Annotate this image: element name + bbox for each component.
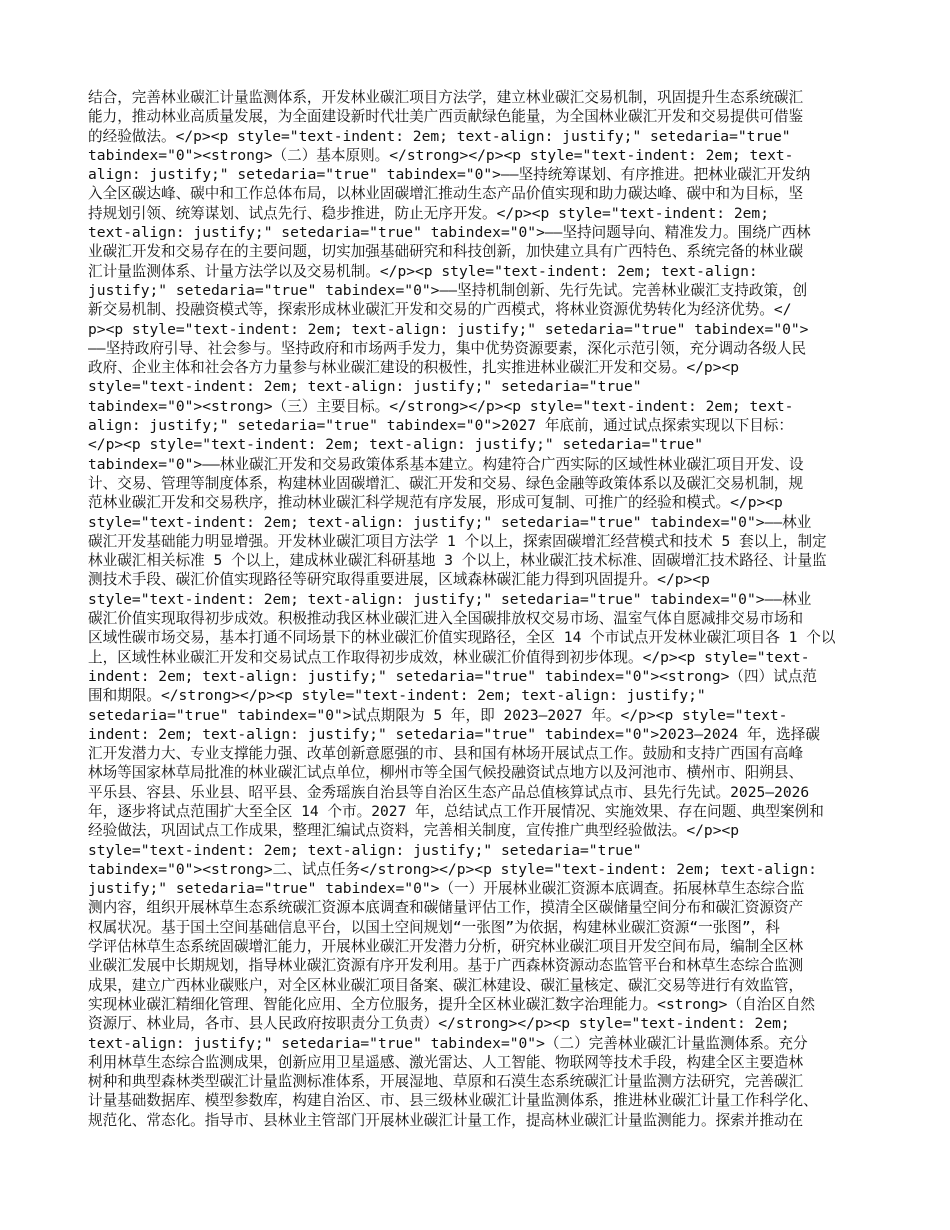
text-line: 平乐县、容县、乐业县、昭平县、金秀瑶族自治县等自治区生态产品总值核算试点市、县先行先试。2025—2026 bbox=[88, 783, 810, 801]
text-line: 上，区域性林业碳汇开发和交易试点工作取得初步成效，林业碳汇价值得到初步体现。</p><p style="text- bbox=[88, 648, 810, 666]
text-line: 持规划引领、统筹谋划、试点先行、稳步推进，防止无序开发。</p><p style="text-indent: 2em; bbox=[88, 204, 769, 222]
text-line: 权属状况。基于国土空间基础信息平台，以国土空间规划“一张图”为依据，构建林业碳汇资源“一张图”，科 bbox=[88, 918, 780, 936]
text-line: 成果，建立广西林业碳账户，对全区林业碳汇项目备案、碳汇林建设、碳汇量核定、碳汇交易等进行有效监管， bbox=[88, 976, 804, 994]
text-line: text-align: justify;" setedaria="true" tabindex="0">——坚持问题导向、精准发力。围绕广西林 bbox=[88, 224, 811, 242]
text-line: 的经验做法。</p><p style="text-indent: 2em; text-align: justify;" setedaria="true" bbox=[88, 127, 791, 145]
document-body bbox=[88, 88, 862, 1130]
text-line: 林场等国家林草局批准的林业碳汇试点单位，柳州市等全国气候投融资试点地方以及河池市、横州市、阳朔县、 bbox=[88, 764, 804, 782]
text-line: 学评估林草生态系统固碳增汇能力，开展林业碳汇开发潜力分析，研究林业碳汇项目开发空间布局，编制全区林 bbox=[88, 938, 804, 956]
text-line: 新交易机制、投融资模式等，探索形成林业碳汇开发和交易的广西模式，将林业资源优势转化为经济优势。</ bbox=[88, 301, 792, 319]
text-line: align: justify;" setedaria="true" tabindex="0">2027 年底前，通过试点探索实现以下目标： bbox=[88, 417, 793, 435]
text-line: tabindex="0">——林业碳汇开发和交易政策体系基本建立。构建符合广西实际的区域性林业碳汇项目开发、设 bbox=[88, 455, 804, 473]
text-line: tabindex="0"><strong>（二）基本原则。</strong></p><p style="text-indent: 2em; text- bbox=[88, 146, 794, 164]
text-line: 入全区碳达峰、碳中和工作总体布局，以林业固碳增汇推动生态产品价值实现和助力碳达峰、碳中和为目标，坚 bbox=[88, 185, 804, 203]
text-line: 范林业碳汇开发和交易秩序，推动林业碳汇科学规范有序发展，形成可复制、可推广的经验和模式。</p><p bbox=[88, 494, 783, 512]
text-line: indent: 2em; text-align: justify;" setedaria="true" tabindex="0">2023—2024 年，选择碳 bbox=[88, 725, 820, 743]
text-line: 碳汇开发基础能力明显增强。开发林业碳汇项目方法学 1 个以上，探索固碳增汇经营模式和技术 5 套以上，制定 bbox=[88, 532, 827, 550]
text-line: 区域性碳市场交易，基本打通不同场景下的林业碳汇价值实现路径，全区 14 个市试点开发林业碳汇项目各 1 个以 bbox=[88, 629, 836, 647]
text-line: 业碳汇开发和交易存在的主要问题，切实加强基础研究和科技创新，加快建立具有广西特色、系统完备的林业碳 bbox=[88, 243, 804, 261]
text-line: 资源厅、林业局，各市、县人民政府按职责分工负责）</strong></p><p style="text-indent: 2em; bbox=[88, 1015, 790, 1033]
text-line: 汇计量监测体系、计量方法学以及交易机制。</p><p style="text-indent: 2em; text-align: bbox=[88, 262, 758, 280]
text-line: 利用林草生态综合监测成果，创新应用卫星遥感、激光雷达、人工智能、物联网等技术手段，构建全区主要造林 bbox=[88, 1053, 804, 1071]
text-line: align: justify;" setedaria="true" tabindex="0">——坚持统筹谋划、有序推进。把林业碳汇开发纳 bbox=[88, 166, 811, 184]
text-line: 计量基础数据库、模型参数库，构建自治区、市、县三级林业碳汇计量监测体系，推进林业碳汇计量工作科学化、 bbox=[88, 1092, 818, 1110]
text-line: tabindex="0"><strong>二、试点任务</strong></p><p style="text-indent: 2em; text-align: bbox=[88, 860, 817, 878]
text-line: 围和期限。</strong></p><p style="text-indent: 2em; text-align: justify;" bbox=[88, 687, 706, 705]
text-line: style="text-indent: 2em; text-align: justify;" setedaria="true" tabindex="0">——林业 bbox=[88, 590, 812, 608]
text-line: 年，逐步将试点范围扩大至全区 14 个市。2027 年，总结试点工作开展情况、实施效果、存在问题、典型案例和 bbox=[88, 802, 824, 820]
text-line: setedaria="true" tabindex="0">试点期限为 5 年，即 2023—2027 年。</p><p style="text- bbox=[88, 706, 788, 724]
text-line: 林业碳汇相关标准 5 个以上，建成林业碳汇科研基地 3 个以上，林业碳汇技术标准、固碳增汇技术路径、计量监 bbox=[88, 552, 827, 570]
text-line: style="text-indent: 2em; text-align: justify;" setedaria="true" tabindex="0">——林业 bbox=[88, 513, 812, 531]
text-line: 碳汇价值实现取得初步成效。积极推动我区林业碳汇进入全国碳排放权交易市场、温室气体自愿减排交易市场和 bbox=[88, 610, 804, 628]
text-line: p><p style="text-indent: 2em; text-align: justify;" setedaria="true" tabindex="0"> bbox=[88, 320, 809, 338]
text-line: 规范化、常态化。指导市、县林业主管部门开展林业碳汇计量工作，提高林业碳汇计量监测能力。探索并推动在 bbox=[88, 1111, 804, 1129]
text-line: 业碳汇发展中长期规划，指导林业碳汇资源有序开发利用。基于广西森林资源动态监管平台和林草生态综合监测 bbox=[88, 957, 804, 975]
text-line: 结合，完善林业碳汇计量监测体系，开发林业碳汇项目方法学，建立林业碳汇交易机制，巩固提升生态系统碳汇 bbox=[88, 89, 804, 106]
text-line: 政府、企业主体和社会各方力量参与林业碳汇建设的积极性，扎实推进林业碳汇开发和交易。</p><p bbox=[88, 359, 740, 377]
text-line: indent: 2em; text-align: justify;" setedaria="true" tabindex="0"><strong>（四）试点范 bbox=[88, 667, 817, 685]
text-line: ——坚持政府引导、社会参与。坚持政府和市场两手发力，集中优势资源要素，深化示范引领，充分调动各级人民 bbox=[88, 339, 807, 357]
text-line: style="text-indent: 2em; text-align: justify;" setedaria="true" bbox=[88, 841, 642, 859]
text-line: 经验做法，巩固试点工作成果，整理汇编试点资料，完善相关制度，宣传推广典型经验做法。</p><p bbox=[88, 822, 740, 840]
text-line: 实现林业碳汇精细化管理、智能化应用、全方位服务，提升全区林业碳汇数字治理能力。<strong>（自治区自然 bbox=[88, 995, 816, 1013]
text-line: justify;" setedaria="true" tabindex="0">——坚持机制创新、先行先试。完善林业碳汇支持政策，创 bbox=[88, 281, 808, 299]
text-line: 能力，推动林业高质量发展，为全面建设新时代壮美广西贡献绿色能量，为全国林业碳汇开发和交易提供可借鉴 bbox=[88, 108, 804, 126]
text-line: 测技术手段、碳汇价值实现路径等研究取得重要进展，区域森林碳汇能力得到巩固提升。</p><p bbox=[88, 571, 710, 589]
text-line: 计、交易、管理等制度体系，构建林业固碳增汇、碳汇开发和交易、绿色金融等政策体系以及碳汇交易机制，规 bbox=[88, 474, 804, 492]
text-line: style="text-indent: 2em; text-align: justify;" setedaria="true" bbox=[88, 378, 642, 396]
text-line: text-align: justify;" setedaria="true" tabindex="0">（二）完善林业碳汇计量监测体系。充分 bbox=[88, 1034, 808, 1052]
text-line: 汇开发潜力大、专业支撑能力强、改革创新意愿强的市、县和国有林场开展试点工作。鼓励和支持广西国有高峰 bbox=[88, 745, 804, 763]
text-line: </p><p style="text-indent: 2em; text-align: justify;" setedaria="true" bbox=[88, 436, 704, 454]
text-line: 树种和典型森林类型碳汇计量监测标准体系，开展湿地、草原和石漠生态系统碳汇计量监测方法研究，完善碳汇 bbox=[88, 1073, 804, 1091]
text-line: tabindex="0"><strong>（三）主要目标。</strong></p><p style="text-indent: 2em; text- bbox=[88, 397, 794, 415]
text-line: justify;" setedaria="true" tabindex="0">（一）开展林业碳汇资源本底调查。拓展林草生态综合监 bbox=[88, 880, 805, 898]
text-line: 测内容，组织开展林草生态系统碳汇资源本底调查和碳储量评估工作，摸清全区碳储量空间分布和碳汇资源资产 bbox=[88, 899, 804, 917]
